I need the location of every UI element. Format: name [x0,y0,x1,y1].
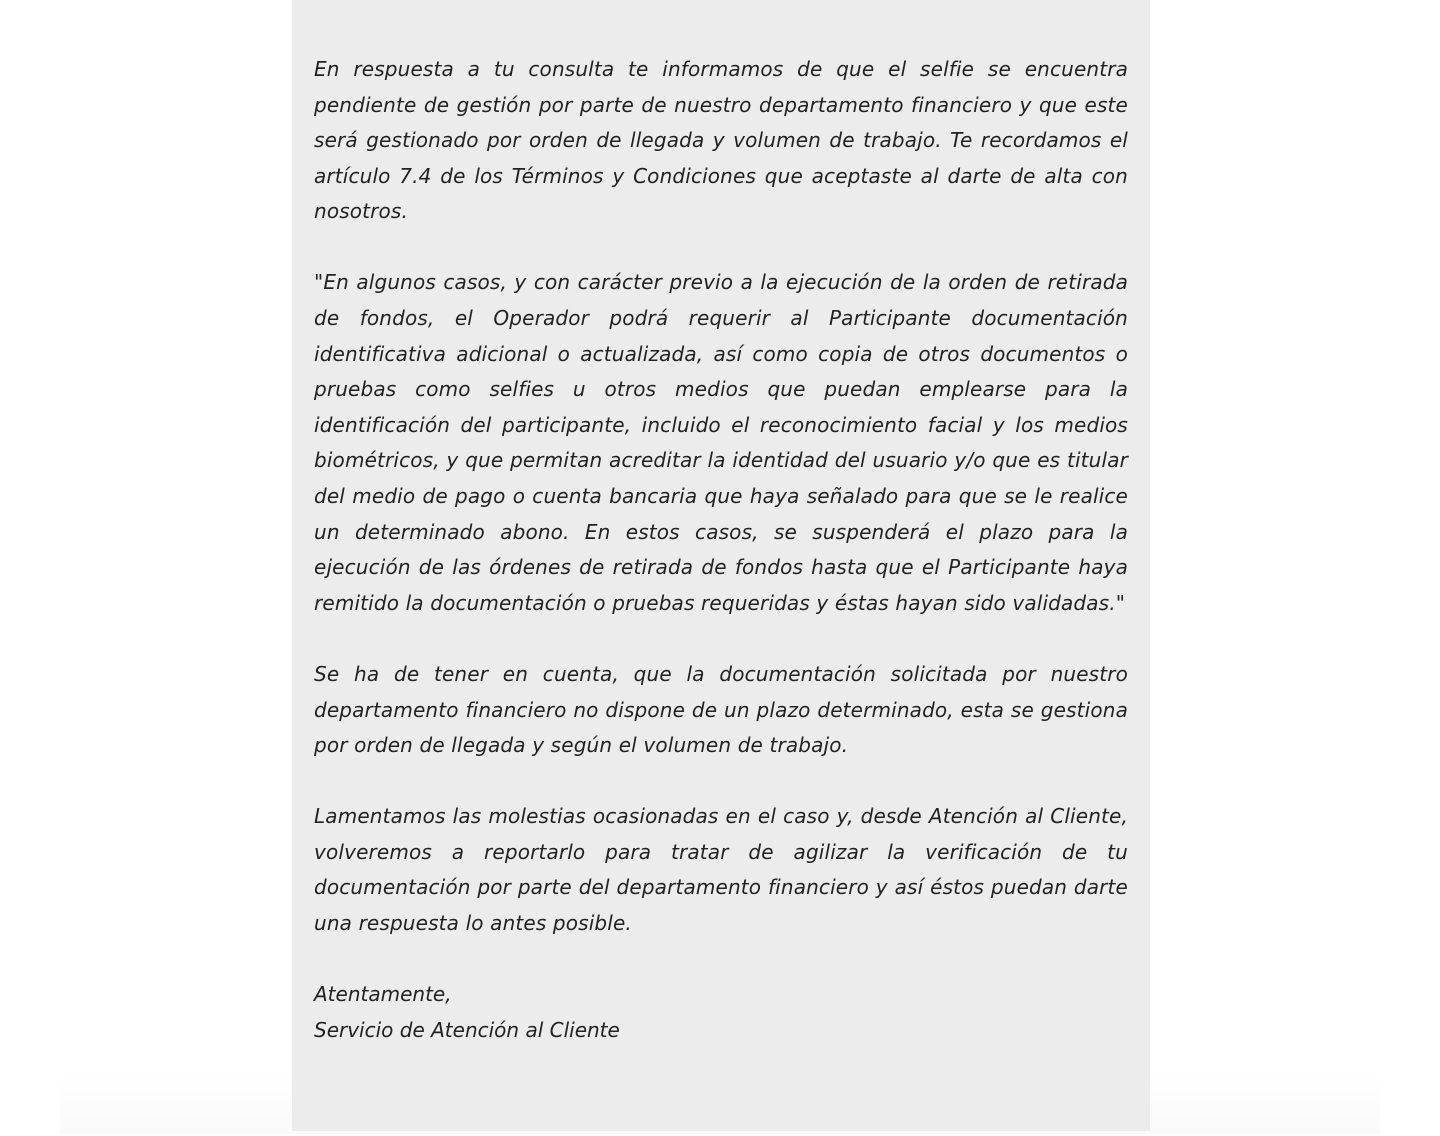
paragraph-terms-quote: "En algunos casos, y con carácter previo a la ejecución de la orden de retirada de fondos, el Operador podrá requerir al Participante documentación identificativa adicional o actualizada, así como copia de otros documentos o pruebas como selfies u otros medios que puedan emplearse para la identificación del participante, incluido el reconocimiento facial y los medios biométricos, y que permitan acreditar la identidad del usuario y/o que es titular del medio de pago o cuenta bancaria que haya señalado para que se le realice un determinado abono. En estos casos, se suspenderá el plazo para la ejecución de las órdenes de retirada de fondos hasta que el Participante haya remitido la documentación o pruebas requeridas y éstas hayan sido validadas." [314,270,1128,615]
paragraph-intro: En respuesta a tu consulta te informamos de que el selfie se encuentra pendiente de gestión por parte de nuestro departamento financiero y que este será gestionado por orden de llegada y volumen de trabajo. Te recordamos el artículo 7.4 de los Términos y Condiciones que aceptaste al darte de alta con nosotros. [314,57,1128,224]
paragraph-no-deadline: Se ha de tener en cuenta, que la documentación solicitada por nuestro departamento financiero no dispone de un plazo determinado, esta se gestiona por orden de llegada y según el volumen de trabajo. [314,661,1128,758]
closing-text: Atentamente, [314,982,452,1007]
signature-text: Servicio de Atención al Cliente [314,1017,620,1042]
signature-block [314,977,1128,1048]
letter-body [292,0,1150,1131]
paragraph-apology: Lamentamos las molestias ocasionadas en el caso y, desde Atención al Cliente, volveremos a reportarlo para tratar de agilizar la verificación de tu documentación por parte del departamento financiero y así éstos puedan darte una respuesta lo antes posible. [314,804,1128,935]
